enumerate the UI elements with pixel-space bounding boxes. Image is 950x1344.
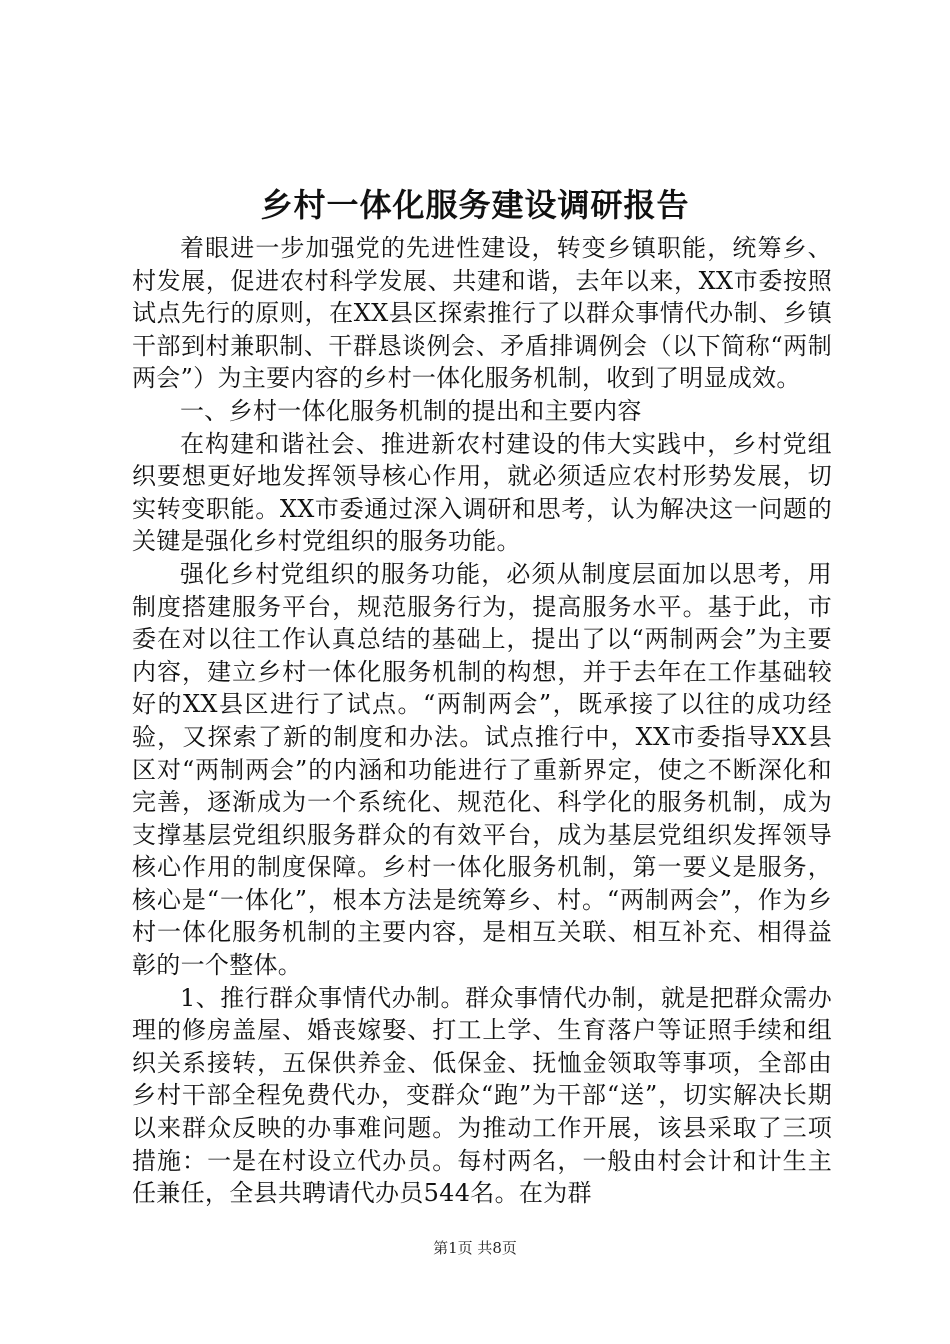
document-title: 乡村一体化服务建设调研报告 [260,186,690,224]
paragraph-item-1: 1、推行群众事情代办制。群众事情代办制，就是把群众需办理的修房盖屋、婚丧嫁娶、打工上学、生育落户等证照手续和组织关系接转，五保供养金、低保金、抚恤金领取等事项，全部由乡村干部全程免费代办，变群众“跑”为干部“送”，切实解决长期以来群众反映的办事难问题。为推动工作开展，该县采取了三项措施：一是在村设立代办员。每村两名，一般由村会计和计生主任兼任，全县共聘请代办员544名。在为群 [132,983,832,1208]
section-heading-1: 一、乡村一体化服务机制的提出和主要内容 [180,396,642,425]
paragraph-mechanism: 强化乡村党组织的服务功能，必须从制度层面加以思考，用制度搭建服务平台，规范服务行为，提高服务水平。基于此，市委在对以往工作认真总结的基础上，提出了以“两制两会”为主要内容，建立乡村一体化服务机制的构想，并于去年在工作基础较好的XX县区进行了试点。“两制两会”，既承接了以往的成功经验，又探索了新的制度和办法。试点推行中，XX市委指导XX县区对“两制两会”的内涵和功能进行了重新界定，使之不断深化和完善，逐渐成为一个系统化、规范化、科学化的服务机制，成为支撑基层党组织服务群众的有效平台，成为基层党组织发挥领导核心作用的制度保障。乡村一体化服务机制，第一要义是服务，核心是“一体化”，根本方法是统筹乡、村。“两制两会”，作为乡村一体化服务机制的主要内容，是相互关联、相互补充、相得益彰的一个整体。 [132,559,832,980]
paragraph-intro: 着眼进一步加强党的先进性建设，转变乡镇职能，统筹乡、村发展，促进农村科学发展、共建和谐，去年以来，XX市委按照试点先行的原则，在XX县区探索推行了以群众事情代办制、乡镇干部到村兼职制、干群恳谈例会、矛盾排调例会（以下简称“两制两会”）为主要内容的乡村一体化服务机制，收到了明显成效。 [132,234,832,393]
document-body [132,232,832,1210]
page-number: 第1页 共8页 [433,1239,517,1257]
paragraph-background: 在构建和谐社会、推进新农村建设的伟大实践中，乡村党组织要想更好地发挥领导核心作用，就必须适应农村形势发展，切实转变职能。XX市委通过深入调研和思考，认为解决这一问题的关键是强化乡村党组织的服务功能。 [132,429,832,556]
